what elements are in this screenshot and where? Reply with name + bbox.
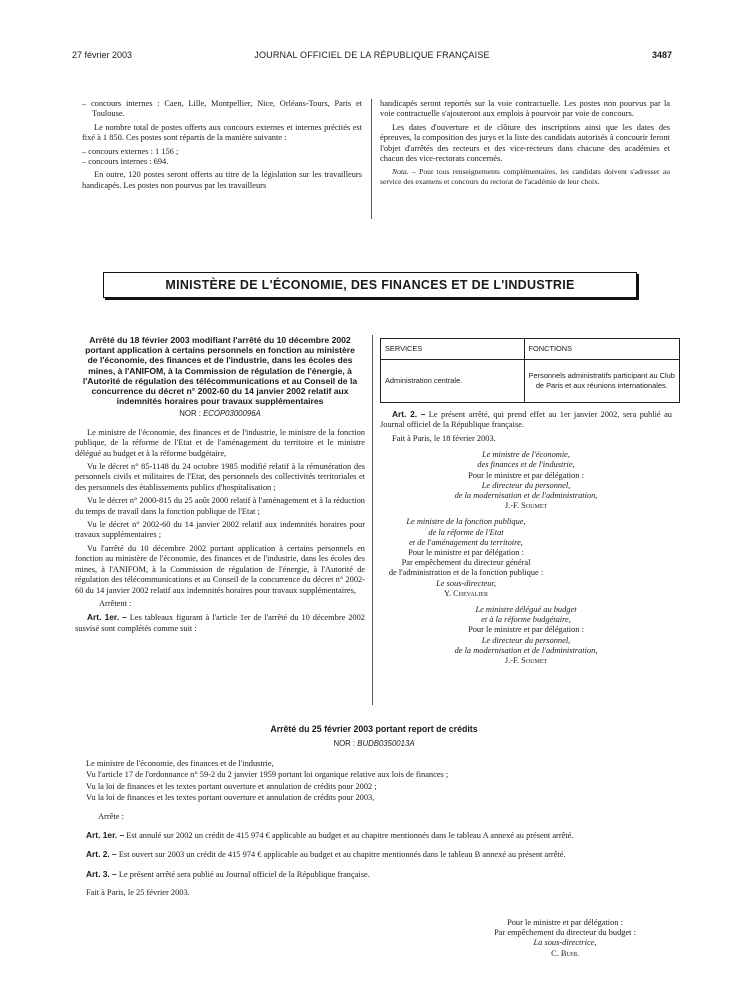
nor-label: NOR : [179,409,204,419]
nota-text: – Pour tous renseignements complémentaires, les candidats doivent s'adresser au service des examens et concours du rectorat de l'académie de leur choix. [380,167,670,186]
arrete2-nor [0,739,748,748]
signature-line: de la modernisation et de l'administration, [454,645,598,655]
article-label: Art. 2. – [392,409,426,419]
signature-line: et de l'aménagement du territoire, [409,537,523,547]
signature-line: Le ministre délégué au budget [475,605,577,615]
column-divider [371,99,372,219]
list-item: – concours externes : 1 156 ; [82,146,179,156]
arrete2-title: Arrêté du 25 février 2003 portant report de crédits [270,724,478,734]
article-2 [380,409,672,431]
arrete2-signature [470,918,660,959]
paragraph: En outre, 120 postes seront offerts au titre de la législation sur les travailleurs handicapés. Les postes non pourvus par les travailleurs [82,170,362,190]
journal-title: JOURNAL OFFICIEL DE LA RÉPUBLIQUE FRANÇAISE [254,50,490,60]
paragraph: Le ministre de l'économie, des finances et de l'industrie, [86,759,274,768]
table-cell: Personnels administratifs participant au Club de Paris et aux réunions internationales. [524,360,679,403]
article-1 [86,830,674,841]
nota [380,167,670,186]
table-row [381,360,680,403]
paragraph: Vu le décret n° 2002-60 du 14 janvier 2002 relatif aux indemnités horaires pour travaux supplémentaires ; [75,520,365,540]
prev-left-column [82,99,362,194]
nota-label: Nota. [392,167,409,177]
signature-line: de la réforme de l'Etat [428,527,504,537]
article-label: Art. 1er. – [87,612,127,623]
signature-block [340,517,592,599]
list-item: – concours internes : 694. [82,157,169,167]
signature-line: de la modernisation et de l'administration, [454,491,598,501]
signature-line: Le directeur du personnel, [481,480,571,490]
paragraph: Vu la loi de finances et les textes portant ouverture et annulation de crédits pour 2003, [86,793,375,803]
article-text: Le présent arrêté sera publié au Journal officiel de la République française. [116,869,370,879]
page-header [72,50,672,64]
signature-line: La sous-directrice, [533,938,597,948]
nor-label: NOR : [333,739,358,748]
article-text: Est annulé sur 2002 un crédit de 415 974 € applicable au budget et au chapitre mentionnés dans le tableau A annexé au présent arrêté. [124,831,574,841]
article-label: Art. 3. – [86,868,117,879]
article-text: Est ouvert sur 2003 un crédit de 415 974 € applicable au budget et au chapitre mentionnés dans le tableau B annexé au présent arrêté. [116,850,566,860]
arrete1-nor [75,409,365,419]
arrete1-title: Arrêté du 18 février 2003 modifiant l'arrêté du 10 décembre 2002 portant application à certains personnels en fonction au ministère de l'économie, des finances et de l'industrie, dans les écoles des mines, à l'ANIFOM, à la Commission de régulation de l'énergie, à l'Autorité de régulation des télécommunications et au Conseil de la concurrence du décret n° 2002-60 du 14 janvier 2002 relatif aux indemnités horaires pour travaux supplémentaires [82,335,358,407]
signatory-name: Y. Chevalier [444,588,488,598]
nor-code: BUDB0350013A [357,739,415,748]
signatory-name: J.-F. Soumet [504,501,548,511]
signature-line: Pour le ministre et par délégation : [507,918,623,927]
table-header: SERVICES [381,339,525,360]
arrete2-body [86,759,674,900]
signature-line: Par empêchement du directeur général [401,558,531,568]
signature-line: Le sous-directeur, [436,578,496,588]
signature-line: Le ministre de la fonction publique, [406,517,526,527]
header-date: 27 février 2003 [72,50,133,60]
signature-line: de l'administration et de la fonction publique : [388,568,544,578]
signature-block [380,450,672,511]
page-number: 3487 [651,50,672,60]
table-header-row [381,339,680,360]
signature-block [380,605,672,666]
article-2 [86,849,674,860]
fait-a-paris: Fait à Paris, le 25 février 2003. [86,888,190,898]
paragraph: Vu le décret n° 85-1148 du 24 octobre 1985 modifié relatif à la rémunération des personnels civils et militaires de l'Etat, des personnels des collectivités territoriales et des personnels des établissements publics d'hospitalisation ; [75,462,365,492]
paragraph: Vu l'article 17 de l'ordonnance n° 59-2 du 2 janvier 1959 portant loi organique relative aux lois de finances ; [86,770,449,780]
arretent: Arrêtent : [99,598,132,608]
paragraph: Vu le décret n° 2000-815 du 25 août 2000 relatif à l'aménagement et à la réduction du temps de travail dans la fonction publique de l'Etat ; [75,496,365,516]
article-1 [75,612,365,634]
paragraph: Vu l'arrêté du 10 décembre 2002 portant application à certains personnels en fonction au ministère de l'économie, des finances et de l'industrie, dans les écoles des mines, à l'ANIFOM, à la Commission de régulation de l'énergie, à l'Autorité de régulation des télécommunications et au Conseil de la concurrence du décret n° 2002-60 du 14 janvier 2002 relatif aux indemnités horaires pour travaux supplémentaires, [75,543,365,595]
signature-line: des finances et de l'industrie, [477,460,575,470]
article-text: Le présent arrêté, qui prend effet au 1er janvier 2002, sera publié au Journal officiel de la République française. [380,410,672,430]
table-header: FONCTIONS [524,339,679,360]
services-table [380,338,680,403]
signature-line: Le directeur du personnel, [481,635,571,645]
ministry-banner: MINISTÈRE DE L'ÉCONOMIE, DES FINANCES ET DE L'INDUSTRIE [103,272,637,298]
arrete-label: Arrête : [98,811,124,821]
article-label: Art. 2. – [86,849,117,860]
paragraph: Vu la loi de finances et les textes portant ouverture et annulation de crédits pour 2002 ; [86,781,377,791]
article-label: Art. 1er. – [86,830,125,841]
signature-line: Le ministre de l'économie, [481,450,570,460]
signature-line: Pour le ministre et par délégation : [468,470,584,480]
signatory-name: J.-F. Soumet [504,656,548,666]
arrete1-right-column [380,338,675,666]
signature-line: Par empêchement du directeur du budget : [494,928,636,938]
signature-line: et à la réforme budgétaire, [481,615,571,625]
paragraph: handicapés seront reportés sur la voie contractuelle. Les postes non pourvus par la voie contractuelle s'ajouteront aux emplois à pourvoir par voie de concours. [380,99,670,119]
prev-right-column [380,99,670,189]
arrete1-left-column [75,335,365,637]
signature-line: Pour le ministre et par délégation : [468,625,584,635]
article-text: Les tableaux figurant à l'article 1er de l'arrêté du 10 décembre 2002 susvisé sont complétés comme suit : [75,613,365,633]
signatory-name: C. Buhl [551,948,579,958]
paragraph: Les dates d'ouverture et de clôture des inscriptions ainsi que les dates des épreuves, la composition des jurys et la liste des candidats autorisés à concourir feront l'objet d'arrêtés des recteurs et des vice-recteurs dans chacune des académies et chacun des vice-rectorats concernés. [380,122,670,164]
article-3 [86,869,674,880]
fait-a-paris: Fait à Paris, le 18 février 2003. [392,433,496,443]
nor-code: ECOP0300096A [203,409,261,419]
table-cell: Administration centrale. [381,360,525,403]
signature-line: Pour le ministre et par délégation : [408,548,524,558]
list-item: – concours internes : Caen, Lille, Montpellier, Nice, Orléans-Tours, Paris et Toulouse. [82,99,362,119]
paragraph: Le nombre total de postes offerts aux concours externes et internes précités est fixé à 1 850. Ces postes sont répartis de la manière suivante : [82,122,362,143]
paragraph: Le ministre de l'économie, des finances et de l'industrie, le ministre de la fonction publique, de la réforme de l'Etat et de l'aménagement du territoire et le ministre délégué au budget et à la réforme budgétaire, [75,427,365,458]
